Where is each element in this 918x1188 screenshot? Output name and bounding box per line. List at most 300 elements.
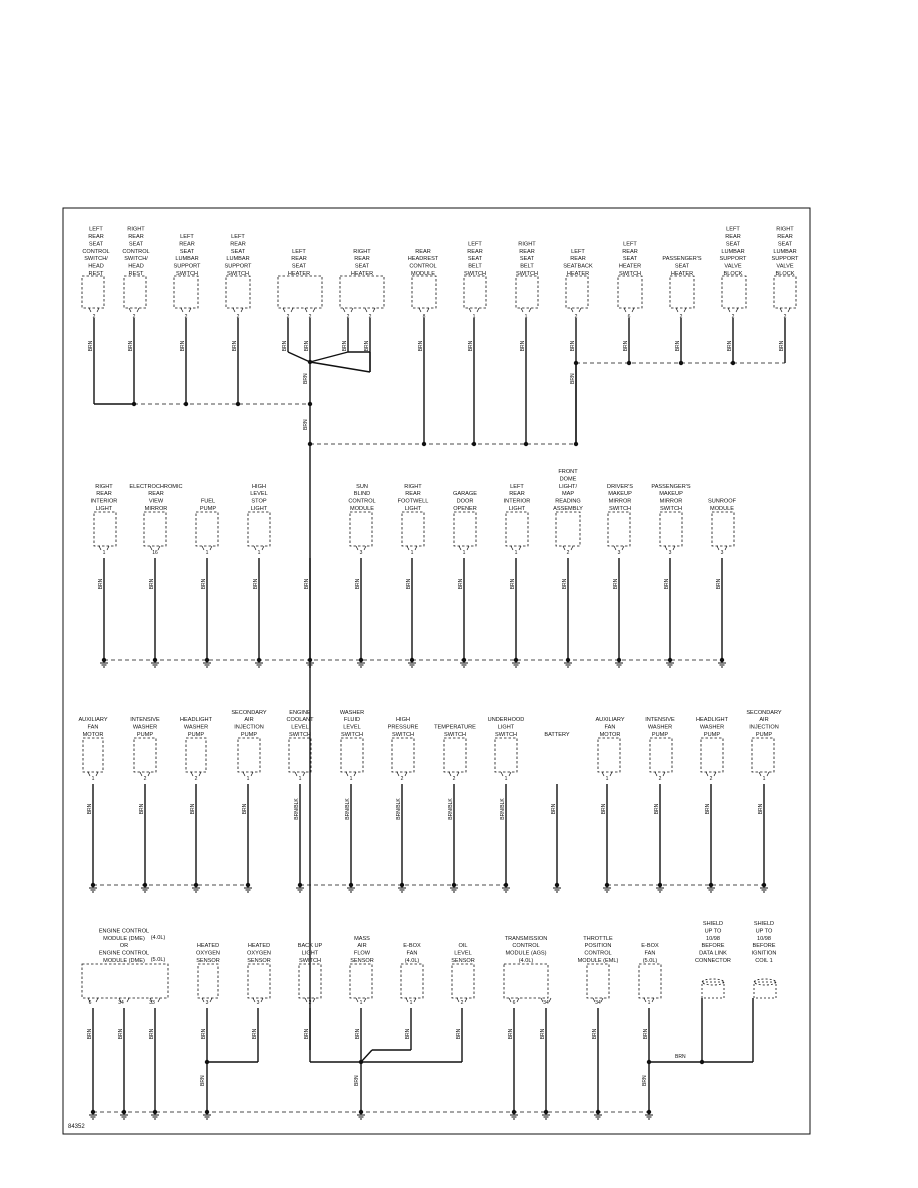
component-label: SEATBACK	[563, 263, 593, 270]
wire-color-label: BRN	[304, 1028, 310, 1040]
wire-color-label: BRN	[406, 578, 412, 590]
component-label: COOLANT	[286, 717, 314, 724]
connector-tab	[509, 772, 511, 776]
component-label: FAN	[604, 724, 616, 731]
component-label: FUEL	[200, 498, 216, 505]
component-label: LUMBAR	[226, 256, 250, 263]
component-label: BEFORE	[752, 943, 776, 950]
connector-tab	[610, 772, 612, 776]
component-label: SUPPORT	[771, 256, 799, 263]
connector-tab	[601, 998, 603, 1002]
connector-tab	[759, 772, 761, 776]
connector-tab	[254, 546, 256, 550]
component-label: BELT	[520, 263, 534, 270]
connector-tab	[519, 546, 521, 550]
component-label: ENGINE	[289, 709, 311, 716]
component-label: SEAT	[777, 241, 793, 248]
connector-tab	[295, 772, 297, 776]
component-label: PUMP	[136, 732, 154, 738]
component-label: E-BOX	[403, 943, 421, 950]
component-label: SWITCH	[608, 506, 632, 512]
connector-box	[774, 276, 796, 308]
pin-number: 3	[256, 1000, 260, 1006]
component-label: LIGHT	[508, 506, 526, 512]
component-label: SUPPORT	[719, 256, 747, 263]
splice-dot	[524, 442, 528, 446]
pin-number: 2	[460, 1000, 464, 1006]
component-label: SECONDARY	[231, 709, 267, 716]
connector-box	[226, 276, 250, 308]
connector-tab	[717, 546, 719, 550]
connector-tab	[137, 308, 139, 312]
component-label: LUMBAR	[175, 256, 199, 263]
component-label: HEATER	[287, 271, 311, 277]
connector-tab	[457, 772, 459, 776]
pin-number: 3	[617, 550, 621, 556]
connector-box	[504, 964, 548, 998]
component-label: MASS	[354, 935, 370, 942]
wire-color-label: BRN	[355, 1028, 361, 1040]
connector-tab	[313, 308, 315, 312]
component-label: SUN	[356, 483, 368, 490]
pin-number: 1	[462, 550, 466, 556]
component-label: MIRROR	[608, 498, 632, 505]
wire-color-label: BRN	[88, 340, 94, 352]
connector-box	[392, 738, 414, 772]
shield-connector-top	[702, 979, 724, 985]
connector-tab	[202, 546, 204, 550]
wire-color-label: BRN	[758, 803, 764, 815]
wire-color-label: BRN/BLK	[294, 798, 300, 820]
wire-color-label: BRN	[520, 340, 526, 352]
component-label: SEAT	[291, 263, 307, 270]
component-label: WASHER	[699, 724, 725, 731]
connector-tab	[414, 998, 416, 1002]
wire-color-label: BRN	[664, 578, 670, 590]
component-label: PUMP	[199, 506, 217, 512]
component-label: REAR	[354, 256, 370, 263]
component-note: (4.0L)	[150, 935, 166, 941]
pin-number: 2	[566, 550, 570, 556]
component-label: VALVE	[724, 263, 742, 270]
pin-number: 2	[308, 1000, 312, 1006]
component-label: STOP	[251, 498, 267, 505]
connector-tab	[343, 308, 345, 312]
wire-color-label: BRN	[405, 1028, 411, 1040]
component-label: FLOW	[353, 950, 371, 957]
splice-dot	[627, 361, 631, 365]
figure-id: 84352	[68, 1124, 85, 1130]
component-label: CONTROL	[409, 263, 437, 270]
connector-box	[402, 512, 424, 546]
component-label: PUMP	[187, 732, 205, 738]
connector-box	[566, 276, 588, 308]
component-label: SEAT	[622, 256, 638, 263]
shield-connector-top	[754, 979, 776, 985]
component-label: PUMP	[651, 732, 669, 738]
pin-number: 34	[118, 1000, 124, 1006]
component-label: AIR	[244, 717, 254, 724]
connector-tab	[407, 546, 409, 550]
pin-number: 34	[543, 1000, 549, 1006]
component-label: LIGHT	[301, 950, 319, 957]
wire-color-label: BRN	[570, 340, 576, 352]
pin-number: 2	[783, 314, 787, 320]
component-label: OPENER	[453, 506, 477, 512]
connector-box	[412, 276, 436, 308]
wire-color-label: BRN	[87, 1028, 93, 1040]
component-label: AIR	[759, 717, 769, 724]
pin-number: 2	[574, 314, 578, 320]
wire-color-label: BRN/BLK	[396, 798, 402, 820]
wire-color-label: BRN	[87, 803, 93, 815]
component-label: LIGHT	[404, 506, 422, 512]
component-label: PUMP	[240, 732, 258, 738]
pin-number: 8	[422, 314, 426, 320]
connector-tab	[181, 308, 183, 312]
wire	[361, 1050, 372, 1062]
connector-tab	[191, 772, 193, 776]
connector-box	[722, 276, 746, 308]
component-label: HIGH	[252, 483, 266, 490]
connector-tab	[602, 772, 604, 776]
component-label: LEVEL	[250, 491, 268, 498]
wire-color-label: BRN	[642, 1075, 648, 1086]
connector-box	[660, 512, 682, 546]
connector-box	[82, 964, 168, 998]
wire-color-label: BRN	[118, 1028, 124, 1040]
component-label: LEVEL	[454, 950, 472, 957]
connector-tab	[356, 998, 358, 1002]
pin-number: 1	[257, 550, 261, 556]
splice-dot	[647, 1060, 651, 1064]
connector-tab	[529, 308, 531, 312]
connector-tab	[767, 772, 769, 776]
component-label: TEMPERATURE	[434, 724, 476, 731]
wire	[310, 362, 370, 372]
connector-tab	[364, 998, 366, 1002]
component-label: REAR	[405, 491, 421, 498]
connector-box	[464, 276, 486, 308]
wire-color-label: BRN	[716, 578, 722, 590]
connector-tab	[303, 772, 305, 776]
component-label: GARAGE	[453, 491, 477, 498]
connector-tab	[373, 308, 375, 312]
component-label: REAR	[179, 241, 195, 248]
component-label: REST	[128, 271, 144, 277]
pin-number: 6	[88, 1000, 92, 1006]
connector-tab	[449, 772, 451, 776]
component-label: WASHER	[183, 724, 209, 731]
connector-tab	[728, 308, 730, 312]
component-label: MODULE	[411, 271, 435, 277]
component-label: BATTERY	[544, 732, 570, 738]
component-label: HEADLIGHT	[695, 717, 729, 724]
component-label: LUMBAR	[721, 248, 745, 255]
component-label: REAR	[291, 256, 307, 263]
connector-tab	[405, 772, 407, 776]
component-label: DRIVER'S	[607, 483, 633, 490]
connector-box	[248, 512, 270, 546]
component-label: AUXILIARY	[78, 717, 108, 724]
connector-tab	[563, 546, 565, 550]
connector-box	[94, 512, 116, 546]
component-label: SWITCH	[340, 732, 364, 738]
component-label: MAKEUP	[659, 491, 683, 498]
connector-tab	[614, 546, 616, 550]
component-label: INJECTION	[749, 724, 779, 731]
pin-number: 1	[647, 1000, 651, 1006]
component-label: MAP	[561, 491, 575, 498]
wire-color-label: BRN	[570, 373, 576, 384]
splice-dot	[472, 442, 476, 446]
wire-color-label: BRN	[456, 1028, 462, 1040]
component-label: SWITCH	[659, 506, 683, 512]
component-label: MODULE (DME)	[103, 935, 145, 942]
component-label: LIGHT	[250, 506, 268, 512]
wire-color-label: BRN/BLK	[345, 798, 351, 820]
connector-box	[198, 964, 218, 998]
connector-box	[82, 276, 104, 308]
connector-tab	[253, 998, 255, 1002]
wire-color-label: BRN	[705, 803, 711, 815]
component-label: REST	[88, 271, 104, 277]
component-label: LEVEL	[343, 724, 361, 731]
component-label: E-BOX	[641, 943, 659, 950]
component-label: LEFT	[623, 241, 637, 248]
component-label: SWITCH	[175, 271, 199, 277]
component-label: REAR	[148, 491, 164, 498]
connector-tab	[665, 546, 667, 550]
component-label: RIGHT	[127, 226, 145, 233]
connector-tab	[663, 772, 665, 776]
connector-tab	[241, 308, 243, 312]
pin-number: 1	[605, 776, 609, 782]
component-label: FAN	[87, 724, 99, 731]
component-label: (4.0L)	[404, 958, 420, 964]
component-label: SECONDARY	[746, 709, 782, 716]
pin-number: 2	[709, 776, 713, 782]
wire-color-label: BRN	[654, 803, 660, 815]
connector-tab	[127, 998, 129, 1002]
pin-number: 2	[92, 314, 96, 320]
connector-tab	[233, 308, 235, 312]
component-label: LEFT	[231, 234, 245, 240]
component-label: HEADREST	[407, 256, 439, 263]
connector-box	[238, 738, 260, 772]
component-label: BEFORE	[701, 943, 725, 950]
component-label: HEAD	[88, 263, 104, 270]
component-label: COIL 1	[755, 958, 773, 964]
wire-color-label: BRN	[540, 1028, 546, 1040]
component-label: HEATED	[196, 943, 220, 950]
wire-color-label: BRN	[303, 419, 309, 430]
connector-tab	[96, 998, 98, 1002]
component-label: MOTOR	[599, 732, 621, 738]
pin-number: 34	[595, 1000, 601, 1006]
connector-tab	[465, 998, 467, 1002]
component-label: 10/98	[706, 935, 720, 942]
pin-number: 2	[194, 776, 198, 782]
component-label: SWITCH	[226, 271, 250, 277]
wire-color-label: BRN	[613, 578, 619, 590]
connector-tab	[199, 772, 201, 776]
pin-number: 1	[472, 314, 476, 320]
connector-tab	[202, 998, 204, 1002]
wire-color-label: BRN	[201, 1028, 207, 1040]
connector-tab	[140, 772, 142, 776]
component-label: HEATED	[247, 943, 271, 950]
component-label: LEFT	[726, 226, 740, 233]
component-label: SHIELD	[753, 921, 775, 927]
component-label: SWITCH	[515, 271, 539, 277]
pin-number: 2	[143, 776, 147, 782]
connector-tab	[364, 546, 366, 550]
component-label: MAKEUP	[608, 491, 632, 498]
connector-tab	[251, 772, 253, 776]
component-label: HIGH	[396, 717, 410, 724]
component-label: (5.0L)	[642, 958, 658, 964]
component-label: MODULE	[710, 506, 734, 512]
component-label: SUPPORT	[173, 263, 201, 270]
component-label: THROTTLE	[583, 935, 613, 942]
pin-number: 1	[102, 550, 106, 556]
component-label: INTERIOR	[503, 498, 531, 505]
connector-tab	[365, 308, 367, 312]
component-label: SENSOR	[350, 958, 374, 964]
connector-tab	[706, 772, 708, 776]
connector-tab	[415, 546, 417, 550]
connector-box	[248, 964, 270, 998]
connector-tab	[511, 546, 513, 550]
wire-color-label: BRN	[139, 803, 145, 815]
component-label: VIEW	[148, 498, 164, 505]
connector-tab	[351, 308, 353, 312]
component-label: WASHER	[132, 724, 158, 731]
component-label: BELT	[468, 263, 482, 270]
wire-color-label: BRN	[232, 340, 238, 352]
connector-tab	[283, 308, 285, 312]
component-label: ENGINE CONTROL	[98, 950, 150, 957]
component-label: RIGHT	[353, 248, 371, 255]
connector-box	[618, 276, 642, 308]
connector-tab	[517, 998, 519, 1002]
component-label: REAR	[467, 248, 483, 255]
connector-tab	[262, 546, 264, 550]
wire-color-label: BRN	[303, 373, 309, 384]
connector-tab	[571, 308, 573, 312]
component-label: UP TO	[755, 928, 773, 935]
component-label: CONTROL	[512, 943, 540, 950]
wire-color-label: BRN	[727, 340, 733, 352]
component-label: LEFT	[292, 248, 306, 255]
connector-box	[83, 738, 103, 772]
pin-number: 1	[205, 550, 209, 556]
wire	[288, 352, 310, 362]
wire-color-label: BRN	[510, 578, 516, 590]
connector-tab	[158, 998, 160, 1002]
component-label: LEVEL	[291, 724, 309, 731]
connector-tab	[725, 546, 727, 550]
connector-tab	[624, 308, 626, 312]
connector-box	[444, 738, 466, 772]
connector-box	[278, 276, 322, 308]
connector-tab	[521, 308, 523, 312]
component-label: HEATER	[566, 271, 590, 277]
pin-number: 2	[132, 314, 136, 320]
connector-box	[701, 738, 723, 772]
wire-color-label: BRN	[252, 1028, 258, 1040]
pin-number: 2	[368, 314, 372, 320]
pin-number: 1	[524, 314, 528, 320]
connector-tab	[622, 546, 624, 550]
component-label: LIGHT/	[558, 483, 578, 490]
component-label: SWITCH	[618, 271, 642, 277]
connector-tab	[148, 772, 150, 776]
wire-color-label: BRN/BLK	[500, 798, 506, 820]
component-label: FOOTWELL	[397, 498, 429, 505]
component-label: PASSENGER'S	[651, 483, 691, 490]
component-label: MODULE	[350, 506, 374, 512]
component-label: VALVE	[776, 263, 794, 270]
wire-color-label: BRN	[190, 803, 196, 815]
wire-color-label: BRN	[643, 1028, 649, 1040]
wire-color-label: BRN	[201, 578, 207, 590]
wire-color-label: BRN	[149, 578, 155, 590]
wire-color-label: BRN	[508, 1028, 514, 1040]
component-label: SWITCH	[288, 732, 312, 738]
component-label: AUXILIARY	[595, 717, 625, 724]
splice-dot	[205, 1060, 209, 1064]
wire-color-label: BRN	[601, 803, 607, 815]
component-label: LIGHT	[95, 506, 113, 512]
connector-tab	[419, 308, 421, 312]
component-label: LEFT	[180, 234, 194, 240]
wire-color-label: BRN	[180, 340, 186, 352]
wire-color-label: BRN/BLK	[448, 798, 454, 820]
wire-color-label: BRN	[675, 340, 681, 352]
connector-tab	[406, 998, 408, 1002]
pin-number: 3	[359, 550, 363, 556]
component-label: SWITCH/	[124, 256, 148, 263]
connector-tab	[291, 308, 293, 312]
component-label: LIGHT	[497, 724, 515, 731]
pin-number: 2	[286, 314, 290, 320]
component-label: SWITCH/	[84, 256, 108, 263]
component-label: POSITION	[584, 943, 612, 950]
component-label: MODULE (AGS)	[505, 950, 547, 957]
wire-color-label: BRN	[355, 578, 361, 590]
component-label: SENSOR	[451, 958, 475, 964]
component-label: DOME	[559, 476, 577, 483]
wire-color-label: BRN	[304, 340, 310, 352]
connector-tab	[780, 308, 782, 312]
pin-number: 33	[149, 1000, 155, 1006]
pin-number: 1	[298, 776, 302, 782]
component-label: OR	[119, 943, 129, 950]
component-label: DATA LINK	[699, 950, 727, 957]
connector-tab	[356, 546, 358, 550]
connector-tab	[673, 546, 675, 550]
component-label: INTENSIVE	[130, 717, 160, 724]
component-label: DOOR	[456, 498, 474, 505]
connector-tab	[96, 772, 98, 776]
connector-tab	[467, 546, 469, 550]
connector-box	[340, 276, 384, 308]
component-label: BLOCK	[775, 271, 795, 277]
component-label: BLOCK	[723, 271, 743, 277]
wire-color-label: BRN	[253, 578, 259, 590]
